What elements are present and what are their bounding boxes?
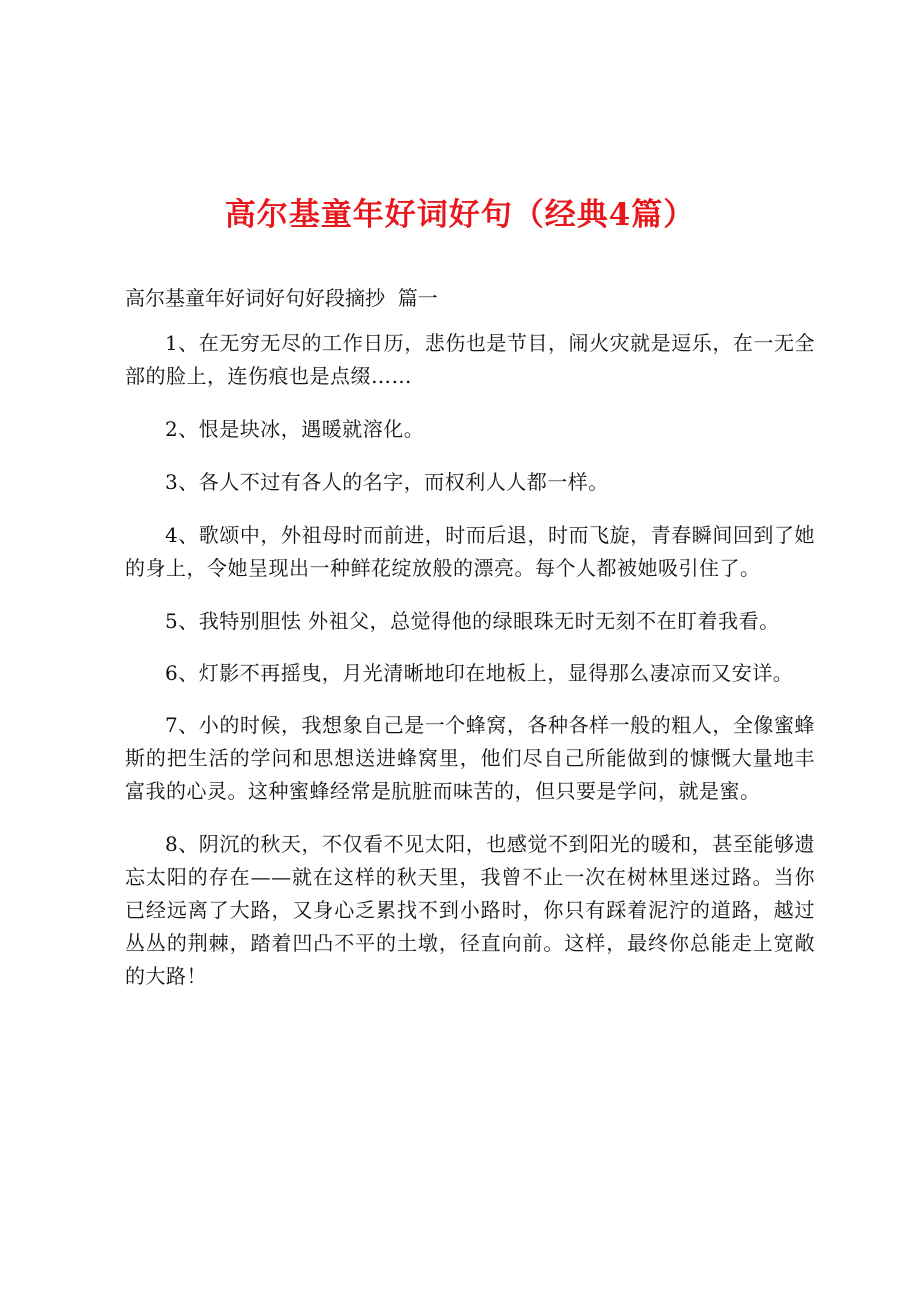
document-title: 高尔基童年好词好句（经典4篇） xyxy=(224,197,696,233)
document-body xyxy=(125,327,815,1013)
paragraph-6: 6、灯影不再摇曳，月光清晰地印在地板上，显得那么凄凉而又安详。 xyxy=(165,661,794,685)
paragraph-2: 2、恨是块冰，遇暖就溶化。 xyxy=(165,417,425,441)
paragraph-5: 5、我特别胆怯 外祖父，总觉得他的绿眼珠无时无刻不在盯着我看。 xyxy=(165,609,780,633)
paragraph-4: 4、歌颂中，外祖母时而前进，时而后退，时而飞旋，青春瞬间回到了她的身上，令她呈现出一种鲜花绽放般的漂亮。每个人都被她吸引住了。 xyxy=(125,523,815,580)
paragraph-8: 8、阴沉的秋天，不仅看不见太阳，也感觉不到阳光的暖和，甚至能够遗忘太阳的存在——就在这样的秋天里，我曾不止一次在树林里迷过路。当你已经远离了大路，又身心乏累找不到小路时，你只有踩着泥泞的道路，越过丛丛的荆棘，踏着凹凸不平的土墩，径直向前。这样，最终你总能走上宽敞的大路！ xyxy=(125,832,815,988)
section-heading: 高尔基童年好词好句好段摘抄 篇一 xyxy=(125,286,438,310)
paragraph-3: 3、各人不过有各人的名字，而权利人人都一样。 xyxy=(165,470,609,494)
paragraph-1: 1、在无穷无尽的工作日历，悲伤也是节目，闹火灾就是逗乐，在一无全部的脸上，连伤痕也是点缀…… xyxy=(125,331,815,388)
paragraph-7: 7、小的时候，我想象自己是一个蜂窝，各种各样一般的粗人，全像蜜蜂斯的把生活的学问和思想送进蜂窝里，他们尽自己所能做到的慷慨大量地丰富我的心灵。这种蜜蜂经常是肮脏而味苦的，但只要是学问，就是蜜。 xyxy=(125,713,815,803)
